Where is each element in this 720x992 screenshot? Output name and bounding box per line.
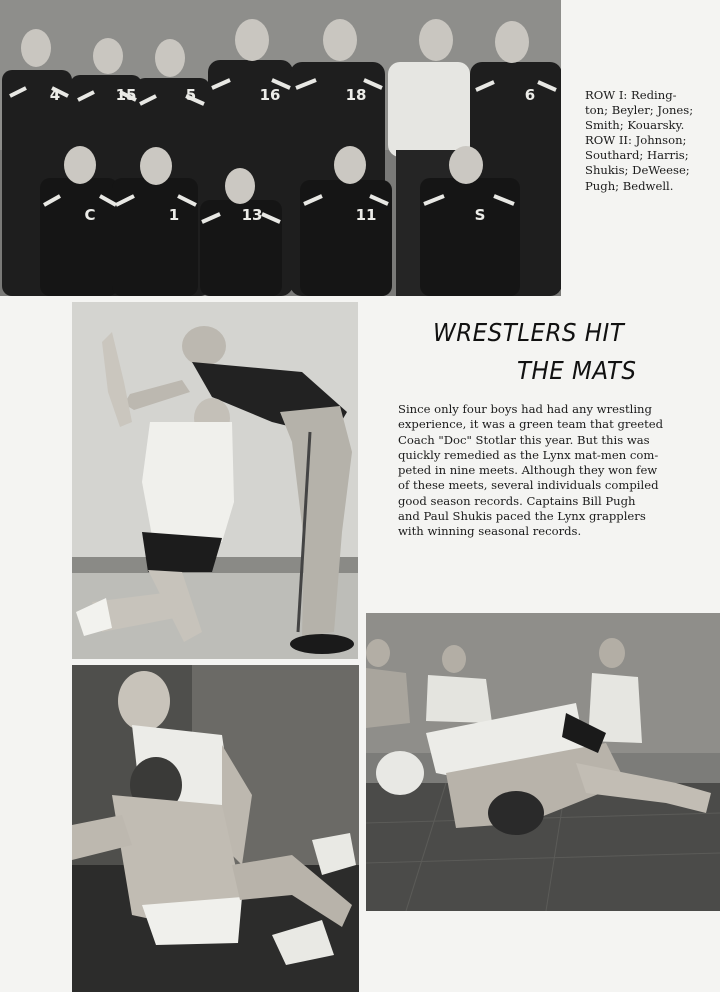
caption-line: Smith; Kouarsky.: [585, 118, 685, 133]
story-line: of these meets, several individuals compiled: [398, 478, 659, 493]
jersey-number: 15: [115, 86, 137, 104]
story-line: quickly remedied as the Lynx mat-men com-: [398, 447, 659, 462]
story-line: with winning seasonal records.: [398, 524, 582, 539]
caption-line: Southard; Harris;: [585, 148, 689, 163]
story-line: and Paul Shukis paced the Lynx grapplers: [398, 509, 646, 524]
jersey-number: 16: [259, 86, 281, 104]
team-photo: [0, 0, 561, 296]
coach-photo: [72, 302, 358, 659]
team-caption: [585, 88, 717, 194]
caption-line: ROW II: Johnson;: [585, 133, 687, 148]
team-photo-illustration: [0, 0, 561, 296]
jersey-number: 11: [355, 206, 377, 224]
jersey-number: 4: [49, 86, 61, 104]
story-line: good season records. Captains Bill Pugh: [398, 493, 636, 508]
jersey-number: 6: [524, 86, 536, 104]
jersey-number: 1: [168, 206, 180, 224]
jersey-number: 5: [185, 86, 197, 104]
jersey-number: 13: [241, 206, 263, 224]
mat-photo-illustration: [366, 613, 720, 911]
caption-line: Shukis; DeWeese;: [585, 163, 690, 178]
pin-wrestling-photo: [72, 665, 359, 992]
story-line: experience, it was a green team that greeted: [398, 417, 664, 432]
mat-wrestling-photo: [366, 613, 720, 911]
coach-photo-illustration: [72, 302, 358, 659]
story-text: [398, 402, 686, 540]
story-line: Coach "Doc" Stotlar this year. But this was: [398, 432, 650, 447]
headline-line-2: THE MATS: [517, 356, 637, 385]
headline-line-1: WRESTLERS HIT: [433, 318, 625, 347]
pin-photo-illustration: [72, 665, 359, 992]
story-line: peted in nine meets. Although they won few: [398, 463, 658, 478]
caption-line: Pugh; Bedwell.: [585, 178, 674, 193]
story-line: Since only four boys had had any wrestling: [398, 402, 652, 416]
caption-line: ton; Beyler; Jones;: [585, 103, 694, 118]
jersey-number: S: [474, 206, 486, 224]
caption-line: ROW I: Reding-: [585, 88, 677, 102]
jersey-number: C: [84, 206, 96, 224]
jersey-number: 18: [345, 86, 367, 104]
